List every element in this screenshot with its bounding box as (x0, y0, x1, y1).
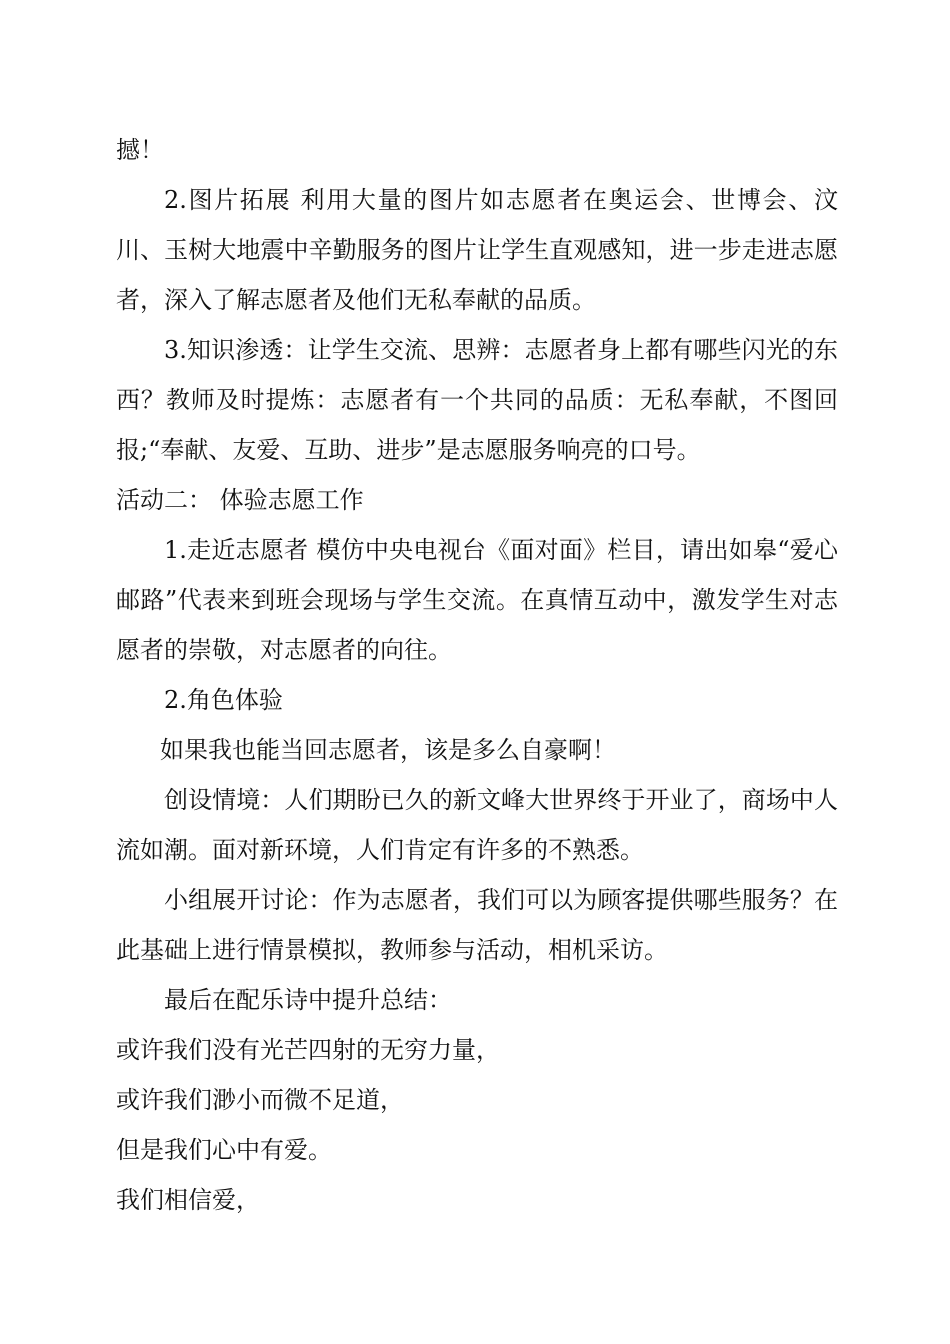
paragraph-picture-expansion: 2.图片拓展 利用大量的图片如志愿者在奥运会、世博会、汶川、玉树大地震中辛勤服务的图片让学生直观感知，进一步走进志愿者，深入了解志愿者及他们无私奉献的品质。 (116, 186, 838, 314)
paragraph-if-volunteer: 如果我也能当回志愿者，该是多么自豪啊！ (160, 736, 616, 764)
paragraph-create-scenario: 创设情境：人们期盼已久的新文峰大世界终于开业了，商场中人流如潮。面对新环境，人们肯定有许多的不熟悉。 (116, 786, 838, 864)
paragraph-approach-volunteers: 1.走近志愿者 模仿中央电视台《面对面》栏目，请出如皋“爱心邮路”代表来到班会现场与学生交流。在真情互动中，激发学生对志愿者的崇敬，对志愿者的向往。 (116, 536, 838, 664)
paragraph-group-discussion: 小组展开讨论：作为志愿者，我们可以为顾客提供哪些服务？在此基础上进行情景模拟，教师参与活动，相机采访。 (116, 886, 838, 964)
poem-line-3: 但是我们心中有爱。 (116, 1136, 332, 1164)
poem-line-1: 或许我们没有光芒四射的无穷力量， (116, 1036, 500, 1064)
paragraph-summary-intro: 最后在配乐诗中提升总结： (164, 986, 452, 1014)
poem-line-2: 或许我们渺小而微不足道， (116, 1086, 404, 1114)
paragraph-role-experience: 2.角色体验 (164, 686, 283, 714)
paragraph-knowledge-penetration: 3.知识渗透：让学生交流、思辨：志愿者身上都有哪些闪光的东西？教师及时提炼：志愿者有一个共同的品质：无私奉献，不图回报;“奉献、友爱、互助、进步”是志愿服务响亮的口号。 (116, 336, 838, 464)
poem-line-4: 我们相信爱， (116, 1186, 260, 1214)
section-heading-activity-two: 活动二： 体验志愿工作 (116, 486, 364, 514)
paragraph-continuation: 撼！ (116, 136, 164, 164)
document-body (116, 125, 838, 1225)
